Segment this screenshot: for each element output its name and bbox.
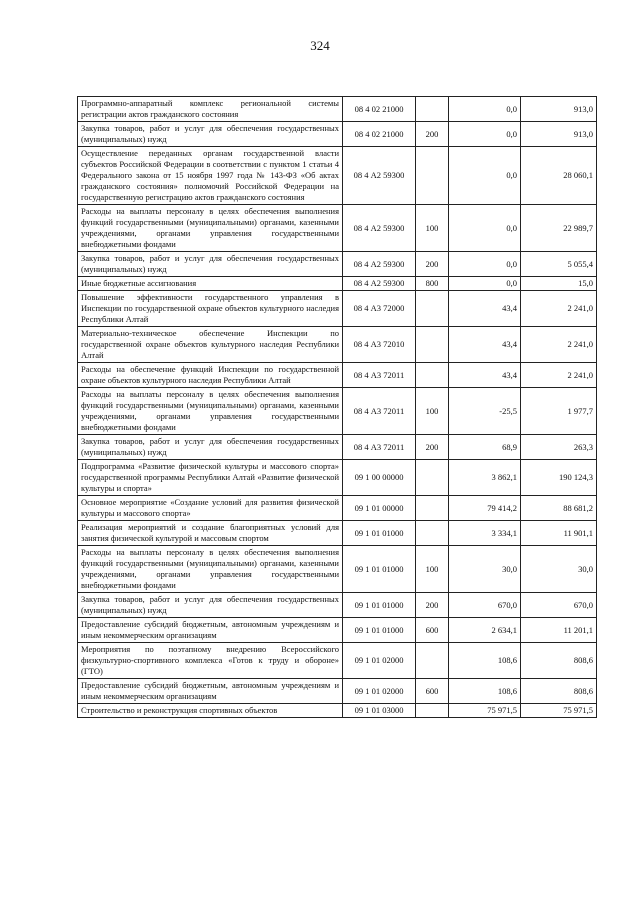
change-amount-cell: 108,6 (449, 643, 521, 679)
change-amount-cell: 43,4 (449, 327, 521, 363)
expense-name-cell: Иные бюджетные ассигнования (78, 277, 343, 291)
expense-name-cell: Материально-техническое обеспечение Инспекции по государственной охране объектов культурного наследия Республики Алтай (78, 327, 343, 363)
target-article-code-cell: 08 4 А3 72010 (343, 327, 416, 363)
expense-type-cell: 600 (416, 679, 449, 704)
total-amount-cell: 913,0 (521, 97, 597, 122)
table-row (78, 496, 597, 521)
table-row (78, 205, 597, 252)
table-row (78, 460, 597, 496)
expense-name-cell: Реализация мероприятий и создание благоприятных условий для занятия физической культурой и массовым спортом (78, 521, 343, 546)
expense-name-cell: Закупка товаров, работ и услуг для обеспечения государственных (муниципальных) нужд (78, 252, 343, 277)
target-article-code-cell: 09 1 01 02000 (343, 643, 416, 679)
target-article-code-cell: 09 1 01 02000 (343, 679, 416, 704)
expense-type-cell (416, 704, 449, 718)
expense-type-cell: 100 (416, 388, 449, 435)
change-amount-cell: 43,4 (449, 291, 521, 327)
change-amount-cell: 0,0 (449, 277, 521, 291)
table-row (78, 291, 597, 327)
target-article-code-cell: 08 4 А3 72011 (343, 388, 416, 435)
change-amount-cell: 0,0 (449, 205, 521, 252)
change-amount-cell: -25,5 (449, 388, 521, 435)
target-article-code-cell: 08 4 А3 72000 (343, 291, 416, 327)
expense-name-cell: Повышение эффективности государственного управления в Инспекции по государственной охране объектов культурного наследия Республики Алтай (78, 291, 343, 327)
total-amount-cell: 1 977,7 (521, 388, 597, 435)
change-amount-cell: 75 971,5 (449, 704, 521, 718)
expense-name-cell: Основное мероприятие «Создание условий для развития физической культуры и массового спорта» (78, 496, 343, 521)
expense-type-cell: 800 (416, 277, 449, 291)
target-article-code-cell: 08 4 А3 72011 (343, 435, 416, 460)
change-amount-cell: 30,0 (449, 546, 521, 593)
total-amount-cell: 263,3 (521, 435, 597, 460)
table-row (78, 435, 597, 460)
total-amount-cell: 88 681,2 (521, 496, 597, 521)
expense-name-cell: Расходы на выплаты персоналу в целях обеспечения выполнения функций государственными (муниципальными) органами, казенными учреждениями, органами управления государственными внебюджетными фондами (78, 205, 343, 252)
total-amount-cell: 11 201,1 (521, 618, 597, 643)
total-amount-cell: 5 055,4 (521, 252, 597, 277)
change-amount-cell: 108,6 (449, 679, 521, 704)
expense-type-cell: 600 (416, 618, 449, 643)
expense-name-cell: Мероприятия по поэтапному внедрению Всероссийского физкультурно-спортивного комплекса «Готов к труду и обороне» (ГТО) (78, 643, 343, 679)
expense-name-cell: Закупка товаров, работ и услуг для обеспечения государственных (муниципальных) нужд (78, 593, 343, 618)
total-amount-cell: 808,6 (521, 679, 597, 704)
expense-type-cell (416, 496, 449, 521)
change-amount-cell: 3 862,1 (449, 460, 521, 496)
total-amount-cell: 28 060,1 (521, 147, 597, 205)
total-amount-cell: 22 989,7 (521, 205, 597, 252)
expense-type-cell: 200 (416, 593, 449, 618)
table-row (78, 327, 597, 363)
expense-name-cell: Закупка товаров, работ и услуг для обеспечения государственных (муниципальных) нужд (78, 122, 343, 147)
expense-name-cell: Осуществление переданных органам государственной власти субъектов Российской Федерации в соответствии с пунктом 1 статьи 4 Федерального закона от 15 ноября 1997 года № 143-ФЗ «Об актах гражданского состояния» полномочий Российской Федерации на государственную регистрацию актов гражданского состояния (78, 147, 343, 205)
expense-type-cell (416, 327, 449, 363)
total-amount-cell: 75 971,5 (521, 704, 597, 718)
change-amount-cell: 43,4 (449, 363, 521, 388)
target-article-code-cell: 09 1 01 01000 (343, 521, 416, 546)
expense-type-cell: 200 (416, 435, 449, 460)
budget-table (77, 96, 597, 718)
total-amount-cell: 808,6 (521, 643, 597, 679)
change-amount-cell: 670,0 (449, 593, 521, 618)
expense-name-cell: Предоставление субсидий бюджетным, автономным учреждениям и иным некоммерческим организациям (78, 618, 343, 643)
expense-type-cell: 100 (416, 546, 449, 593)
total-amount-cell: 2 241,0 (521, 291, 597, 327)
total-amount-cell: 2 241,0 (521, 327, 597, 363)
target-article-code-cell: 08 4 А2 59300 (343, 277, 416, 291)
table-row (78, 363, 597, 388)
change-amount-cell: 0,0 (449, 147, 521, 205)
target-article-code-cell: 08 4 А2 59300 (343, 205, 416, 252)
table-row (78, 704, 597, 718)
change-amount-cell: 68,9 (449, 435, 521, 460)
budget-table-body (78, 97, 597, 718)
expense-type-cell: 200 (416, 252, 449, 277)
expense-name-cell: Строительство и реконструкция спортивных объектов (78, 704, 343, 718)
target-article-code-cell: 09 1 01 01000 (343, 593, 416, 618)
table-row (78, 252, 597, 277)
change-amount-cell: 0,0 (449, 252, 521, 277)
expense-name-cell: Расходы на выплаты персоналу в целях обеспечения выполнения функций государственными (муниципальными) органами, казенными учреждениями, органами управления государственными внебюджетными фондами (78, 388, 343, 435)
expense-type-cell: 200 (416, 122, 449, 147)
total-amount-cell: 30,0 (521, 546, 597, 593)
expense-type-cell (416, 521, 449, 546)
target-article-code-cell: 08 4 02 21000 (343, 122, 416, 147)
target-article-code-cell: 09 1 01 03000 (343, 704, 416, 718)
target-article-code-cell: 09 1 01 00000 (343, 496, 416, 521)
expense-type-cell (416, 643, 449, 679)
expense-type-cell (416, 363, 449, 388)
table-row (78, 122, 597, 147)
table-row (78, 388, 597, 435)
table-row (78, 277, 597, 291)
target-article-code-cell: 09 1 01 01000 (343, 618, 416, 643)
expense-type-cell (416, 147, 449, 205)
change-amount-cell: 2 634,1 (449, 618, 521, 643)
table-row (78, 546, 597, 593)
total-amount-cell: 2 241,0 (521, 363, 597, 388)
change-amount-cell: 0,0 (449, 122, 521, 147)
total-amount-cell: 913,0 (521, 122, 597, 147)
total-amount-cell: 190 124,3 (521, 460, 597, 496)
expense-type-cell (416, 291, 449, 327)
expense-name-cell: Программно-аппаратный комплекс региональной системы регистрации актов гражданского состояния (78, 97, 343, 122)
expense-type-cell: 100 (416, 205, 449, 252)
target-article-code-cell: 08 4 А2 59300 (343, 252, 416, 277)
expense-type-cell (416, 460, 449, 496)
target-article-code-cell: 09 1 00 00000 (343, 460, 416, 496)
table-row (78, 643, 597, 679)
target-article-code-cell: 09 1 01 01000 (343, 546, 416, 593)
table-row (78, 679, 597, 704)
change-amount-cell: 3 334,1 (449, 521, 521, 546)
expense-name-cell: Подпрограмма «Развитие физической культуры и массового спорта» государственной программы Республики Алтай «Развитие физической культуры и спорта» (78, 460, 343, 496)
expense-name-cell: Расходы на выплаты персоналу в целях обеспечения выполнения функций государственными (муниципальными) органами, казенными учреждениями, органами управления государственными внебюджетными фондами (78, 546, 343, 593)
expense-name-cell: Предоставление субсидий бюджетным, автономным учреждениям и иным некоммерческим организациям (78, 679, 343, 704)
total-amount-cell: 15,0 (521, 277, 597, 291)
target-article-code-cell: 08 4 02 21000 (343, 97, 416, 122)
total-amount-cell: 11 901,1 (521, 521, 597, 546)
table-row (78, 97, 597, 122)
expense-type-cell (416, 97, 449, 122)
expense-name-cell: Закупка товаров, работ и услуг для обеспечения государственных (муниципальных) нужд (78, 435, 343, 460)
table-row (78, 147, 597, 205)
expense-name-cell: Расходы на обеспечение функций Инспекции по государственной охране объектов культурного наследия Республики Алтай (78, 363, 343, 388)
total-amount-cell: 670,0 (521, 593, 597, 618)
change-amount-cell: 0,0 (449, 97, 521, 122)
page-number: 324 (310, 38, 330, 53)
table-row (78, 521, 597, 546)
target-article-code-cell: 08 4 А2 59300 (343, 147, 416, 205)
table-row (78, 593, 597, 618)
change-amount-cell: 79 414,2 (449, 496, 521, 521)
table-row (78, 618, 597, 643)
target-article-code-cell: 08 4 А3 72011 (343, 363, 416, 388)
